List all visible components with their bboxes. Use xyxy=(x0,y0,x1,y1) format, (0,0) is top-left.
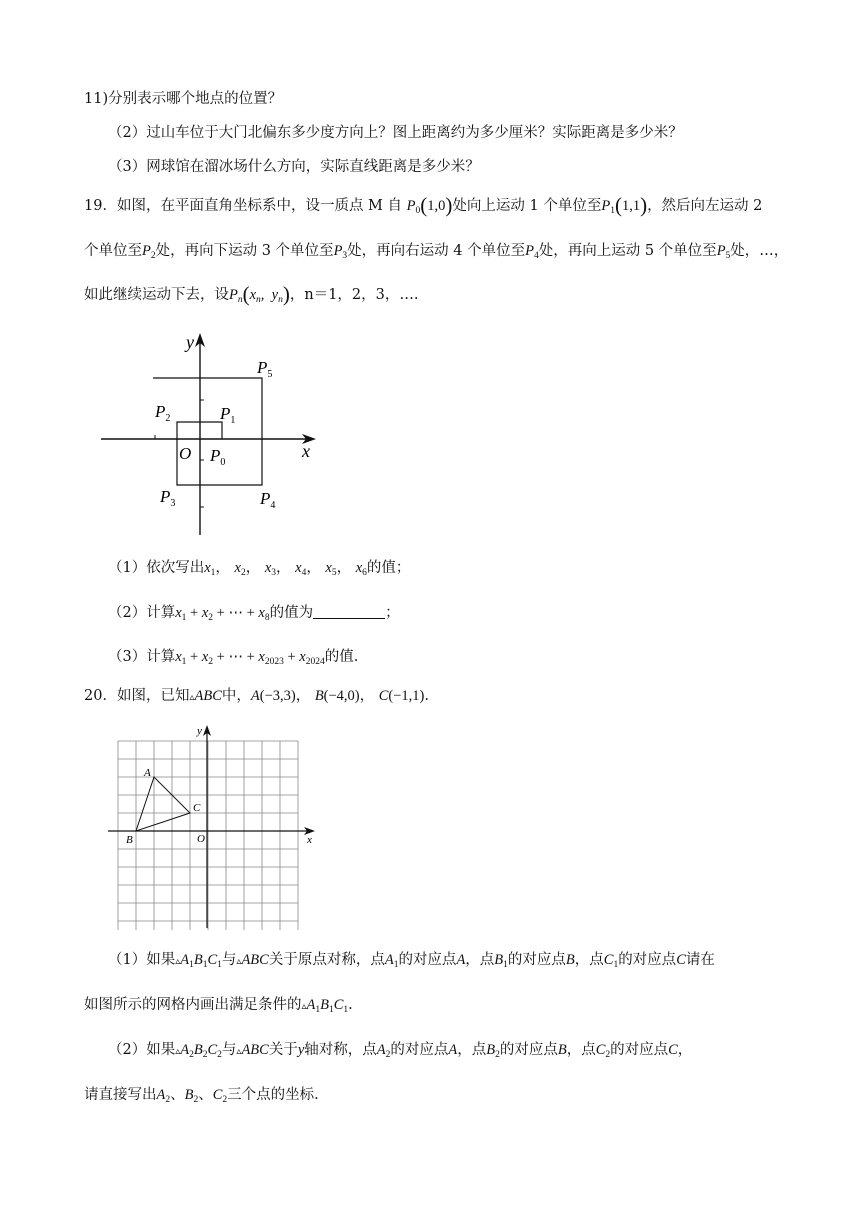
q20-triangle-abc xyxy=(136,777,190,831)
q19-sub2: （2）计算$x_1 + x_2$ + ⋯ + $x_8$的值为 ； xyxy=(108,605,400,623)
q19-origin-label: O xyxy=(179,444,192,463)
q20-x-label: x xyxy=(307,834,312,846)
q19-spiral-path xyxy=(153,378,262,485)
q19-x-label: x xyxy=(302,441,310,461)
q19-answer-blank[interactable] xyxy=(313,604,385,619)
q19-figure xyxy=(96,325,336,540)
q20-figure xyxy=(104,722,324,930)
q20-sub2-line1: （2）如果$▵A_2B_2C_2$与▵ABC关于y轴对称，点$A_2$的对应点A，点$B_2$的对应点B，点$C_2$的对应点C， xyxy=(108,1042,693,1060)
q19-sub1: （1）依次写出$x_1$， $x_2$， $x_3$， $x_4$， $x_5$， $x_6$的值； xyxy=(108,560,411,578)
q20-sub1-line2: 如图所示的网格内画出满足条件的$▵A_1B_1C_1$. xyxy=(84,997,353,1015)
q20-sub1-line1: （1）如果$▵A_1B_1C_1$与▵ABC关于原点对称，点$A_1$的对应点A，点$B_1$的对应点B，点$C_1$的对应点C请在 xyxy=(108,952,715,970)
q20-label-c: C xyxy=(193,802,201,814)
q19-sub3: （3）计算$x_1 + x_2$ + ⋯ + $x_{2023} + x_{2024}$的值. xyxy=(108,649,359,667)
q20-origin-label: O xyxy=(197,833,205,845)
q19-label-p1: $P_1$ xyxy=(220,404,236,426)
q19-line2: 个单位至$P_2$处，再向下运动 3 个单位至$P_3$处，再向右运动 4 个单位至$P_4$处，再向上运动 5 个单位至$P_5$处，…， xyxy=(84,243,789,261)
q19-label-p0: $P_0$ xyxy=(210,446,226,468)
q19-line1: 19．如图，在平面直角坐标系中，设一质点 M 自 $P_0(1,0)$处向上运动 1 个单位至$P_1(1,1)$，然后向左运动 2 xyxy=(84,193,763,217)
q19-label-p5: $P_5$ xyxy=(257,358,273,380)
q20-number: 20． xyxy=(84,688,117,704)
q19-number: 19． xyxy=(84,198,117,214)
q20-sub2-line2: 请直接写出$A_2$、$B_2$、$C_2$三个点的坐标. xyxy=(84,1087,319,1105)
q18-part3: （3）网球馆在溜冰场什么方向，实际直线距离是多少米？ xyxy=(108,159,480,175)
q20-label-a: A xyxy=(144,767,151,779)
q19-label-p2: $P_2$ xyxy=(155,402,171,424)
q19-label-p4: $P_4$ xyxy=(260,489,276,511)
q19-label-p3: $P_3$ xyxy=(160,487,176,509)
q19-line3: 如此继续运动下去，设$P_n(x_n$, $y_n$)，n＝1，2，3，…. xyxy=(84,282,419,306)
q18-part1-tail: 11)分别表示哪个地点的位置？ xyxy=(84,91,283,107)
q20-line1: 20．如图，已知▵ABC中，A(−3,3)， B(−4,0)， C(−1,1). xyxy=(84,688,429,704)
q18-part2: （2）过山车位于大门北偏东多少度方向上？图上距离约为多少厘米？实际距离是多少米？ xyxy=(108,125,683,141)
q20-label-b: B xyxy=(126,834,133,846)
q19-y-label: y xyxy=(186,332,194,352)
q20-y-label: y xyxy=(197,725,202,737)
